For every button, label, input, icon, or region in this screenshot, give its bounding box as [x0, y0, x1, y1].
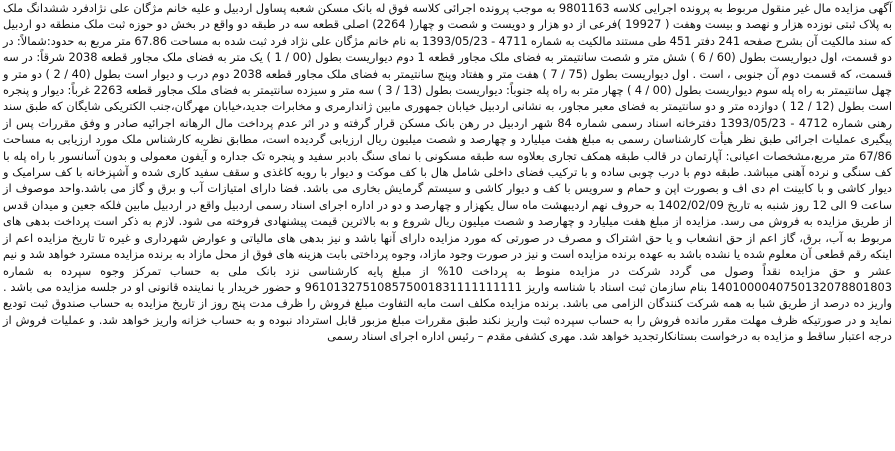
auction-notice-text: آگهی مزایده مال غیر منقول مربوط به پرونده اجرایی کلاسه 9801163 به موجب پرونده اجرائی کلاسه فوق له بانک مسکن شعبه پساول اردبیل و علیه خانم مژگان علی نژادفرد ششدانگ ملک به پلاک ثبتی نوزده هزار و نهصد و بیست وهفت ( 19927 )فرعی از دو هزار و دویست و شصت و چهار( 2264) اصلی قطعه سه در طبقه دو واقع در بخش دو حوزه ثبت ملک منطقه دو اردبیل که سند مالکیت آن بشرح صفحه 241 دفتر 451 طی مستند مالکیت به شماره 4711 - 1393/05/23 به نام خانم مژگان علی نژاد فرد ثبت شده به مساحت 67.86 متر مربع به حدود:شمالاً: در دو قسمت، اول دیواریست بطول (60 / 6 ) شش متر و شصت سانتیمتر به فضای ملک مجاور قطعه 1 دوم دیواریست بطول (00 / 1 ) یک متر به فضای ملک مجاور قطعه 2038 شرقاً: در سه قسمت، که قسمت دوم آن جنوبی ، است . اول دیواریست بطول (75 / 7 ) هفت متر و هفتاد وپنج سانتیمتر به فضای ملک مجاور قطعه 2038 دوم درب و دیوار است بطول (40 / 2 ) دو متر و چهل سانتیمتر به راه پله سوم دیواریست بطول (00 / 4 ) چهار متر به راه پله جنوباً: دیواریست بطول (13 / 3 ) سه متر و سیزده سانتیمتر به فضای ملک مجاور قطعه 2263 غرباً: دیوار و پنجره است بطول (12 / 12 ) دوازده متر و دو سانتیمتر به فضای معبر مجاور، به نشانی اردبیل خیابان جمهوری مابین ژاندارمری و مخابرات جدید،خیابان مهرگان،جنب الکتریکی شایگان که طبق سند رهنی شماره 4712 - 1393/05/23 دفترخانه اسناد رسمی شماره 84 شهر اردبیل در رهن بانک مسکن قرار گرفته و در اثر عدم پرداخت مال الرهانه اجرائیه صادر و وفق مقررات پس از پیگیری عملیات اجرائی طبق نظر هیأت کارشناسان رسمی به مبلغ هفت میلیارد و چهارصد و شصت میلیون ریال ارزیابی گردیده است، مطابق نظریه کارشناس ملک مورد ارزیابی به مساحت 67/86 متر مربع،مشخصات اعیانی: آپارتمان در قالب طبقه همکف تجاری بعلاوه سه طبقه مسکونی با نمای سنگ بادبر سفید و پنجره تک جداره و آیفون معمولی و بدون آسانسور با راه پله با کف سنگی و نرده آهنی میباشد. طبقه دوم با درب چوبی ساده و با ترکیب فضای داخلی شامل هال با کف موکت و دیوار با رویه کاغذی و سقف سفید کاری شده و آشپزخانه با کف سرامیک و دیوار کاشی و با کابینت ام دی اف و بصورت اپن و حمام و سرویس با کف و دیوار کاشی و سیستم گرمایش بخاری می باشد. فضا دارای امتیازات آب و برق و گاز می باشد.واحد موصوف از ساعت 9 الی 12 روز شنبه به تاریخ 1402/02/09 به حروف نهم اردیبهشت ماه سال یکهزار و چهارصد و دو در اداره اجرای اسناد رسمی اردبیل واقع در اردبیل مابین فلکه جعین و میدان قدس از طریق مزایده به فروش می رسد. مزایده از مبلغ هفت میلیارد و چهارصد و شصت میلیون ریال شروع و به بالاترین قیمت پیشنهادی فروخته می شود. لازم به ذکر است پرداخت بدهی های مربوط به آب، برق، گاز اعم از حق انشعاب و یا حق اشتراک و مصرف در صورتی که مورد مزایده دارای آنها باشد و نیز بدهی های مالیاتی و عوارض شهرداری و غیره تا تاریخ مزایده اعم از اینکه رقم قطعی آن معلوم شده یا نشده باشد به عهده برنده مزایده است و نیز در صورت وجود مازاد، وجوه پرداختی بابت هزینه های فوق از محل مازاد به برنده مزایده مسترد خواهد شد و نیم عشر و حق مزایده نقداً وصول می گردد شرکت در مزایده منوط به پرداخت 10% از مبلغ پایه کارشناسی نزد بانک ملی به حساب تمرکز وجوه سپرده به شماره 1401000040750132078801803 بنام سازمان ثبت اسناد با شناسه واریز 961013275108575001831111111111 و حضور خریدار یا نماینده قانونی او در جلسه مزایده می باشد . واریز ده درصد از طریق شبا به همه شرکت کنندگان الزامی می باشد. برنده مزایده مکلف است مابه التفاوت مبلغ فروش را ظرف مدت پنج روز از تاریخ مزایده به حساب صندوق ثبت تودیع نماید و در صورتیکه ظرف مهلت مقرر مانده فروش را به حساب سپرده ثبت واریز نکند طبق مقررات مبلغ مزبور قابل استرداد نبوده و به حساب خزانه واریز خواهد شد. و عملیات فروش از درجه اعتبار ساقط و مزایده به درخواست بستانکارتجدید خواهد شد. مهری کشفی مقدم – رئیس اداره اجرای اسناد رسمی	[3, 1, 893, 344]
